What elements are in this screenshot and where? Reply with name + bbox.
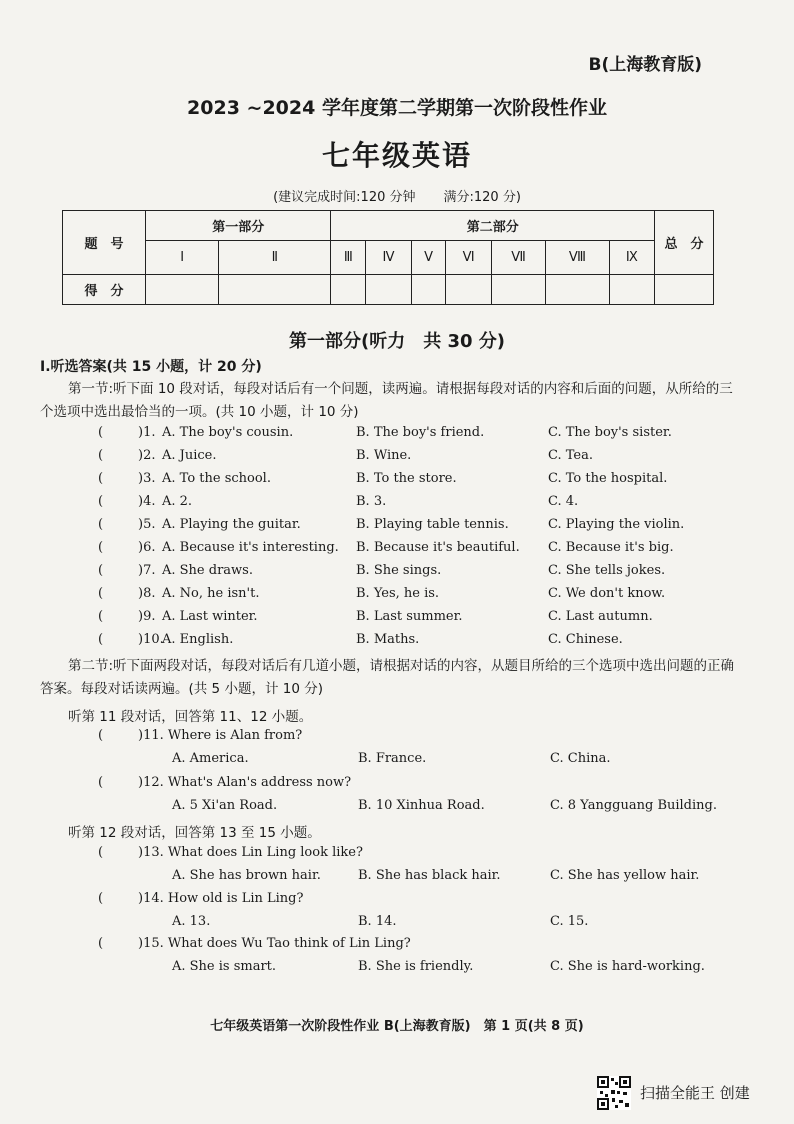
option-a: A. She draws. (162, 563, 253, 578)
option-c: C. Because it's big. (548, 540, 674, 555)
question-item (98, 586, 718, 608)
answer-paren[interactable]: ( (98, 586, 104, 601)
score-cell[interactable] (411, 275, 446, 305)
option-c: C. China. (550, 751, 611, 766)
answer-paren[interactable]: ( (98, 609, 104, 624)
numeral-3: Ⅲ (331, 241, 366, 275)
question-stem: )12. What's Alan's address now? (138, 775, 352, 790)
numeral-5: Ⅴ (411, 241, 446, 275)
option-a: A. Juice. (162, 448, 217, 463)
answer-paren[interactable]: ( (98, 425, 104, 440)
score-cell[interactable] (609, 275, 654, 305)
question-number: )3. (138, 471, 156, 486)
part1-title: 第一部分(听力 共 30 分) (288, 331, 506, 352)
total-score-cell[interactable] (655, 275, 714, 305)
question-item (98, 609, 718, 631)
option-c: C. She is hard-working. (550, 959, 705, 974)
option-a: A. Because it's interesting. (162, 540, 339, 555)
answer-paren[interactable]: ( (98, 494, 104, 509)
numeral-8: Ⅷ (546, 241, 609, 275)
score-cell[interactable] (366, 275, 411, 305)
option-b: B. She is friendly. (358, 959, 474, 974)
answer-paren[interactable]: ( (98, 448, 104, 463)
answer-paren[interactable]: ( (98, 517, 104, 532)
score-cell[interactable] (546, 275, 609, 305)
numeral-4: Ⅳ (366, 241, 411, 275)
exam-title: 2023 ~2024 学年度第二学期第一次阶段性作业 (187, 97, 607, 119)
option-a: A. English. (162, 632, 234, 647)
option-a: A. She is smart. (172, 959, 277, 974)
section1-instruction: 第一节:听下面 10 段对话，每段对话后有一个问题，读两遍。请根据每段对话的内容和后面的问题，从所给的三个选项中选出最恰当的一项。(共 10 小题，计 10 分) (40, 381, 733, 420)
question-stem: )13. What does Lin Ling look like? (138, 845, 363, 860)
option-b: B. Maths. (356, 632, 420, 647)
answer-paren[interactable]: ( (98, 936, 104, 951)
subject-title: 七年级英语 (321, 139, 472, 172)
listen-dialogue-11: 听第 11 段对话，回答第 11、12 小题。 (68, 709, 313, 725)
score-cell[interactable] (146, 275, 219, 305)
question-stem: )14. How old is Lin Ling? (138, 891, 304, 906)
scanner-watermark: 扫描全能王 创建 (640, 1084, 750, 1102)
part1-header: 第一部分 (146, 211, 331, 241)
score-cell[interactable] (491, 275, 545, 305)
option-c: C. Playing the violin. (548, 517, 685, 532)
question-item (98, 517, 718, 539)
question-item (98, 494, 718, 516)
answer-paren[interactable]: ( (98, 775, 104, 790)
score-cell[interactable] (331, 275, 366, 305)
answer-paren[interactable]: ( (98, 471, 104, 486)
option-b: B. 10 Xinhua Road. (358, 798, 485, 813)
time-limit: (建议完成时间:120 分钟 (273, 190, 416, 205)
total-header: 总 分 (655, 211, 714, 275)
question-item (98, 448, 718, 470)
option-a: A. Last winter. (162, 609, 258, 624)
edition-label: B(上海教育版) (588, 55, 702, 75)
option-b: B. She has black hair. (358, 868, 501, 883)
option-c: C. We don't know. (548, 586, 666, 601)
qr-code-icon (597, 1076, 631, 1110)
option-b: B. Last summer. (356, 609, 463, 624)
question-number: )7. (138, 563, 156, 578)
option-b: B. France. (358, 751, 427, 766)
option-a: A. She has brown hair. (172, 868, 321, 883)
numeral-2: Ⅱ (219, 241, 331, 275)
numeral-1: Ⅰ (146, 241, 219, 275)
part2-header: 第二部分 (331, 211, 655, 241)
option-c: C. The boy's sister. (548, 425, 672, 440)
option-b: B. Playing table tennis. (356, 517, 509, 532)
option-c: C. She has yellow hair. (550, 868, 700, 883)
option-c: C. Tea. (548, 448, 593, 463)
listen-dialogue-12: 听第 12 段对话，回答第 13 至 15 小题。 (68, 825, 321, 841)
question-number: )2. (138, 448, 156, 463)
question-item (98, 632, 718, 654)
answer-paren[interactable]: ( (98, 891, 104, 906)
question-number: )5. (138, 517, 156, 532)
option-a: A. America. (172, 751, 249, 766)
question-item (98, 471, 718, 493)
question-item (98, 540, 718, 562)
question-no-header: 题 号 (63, 211, 146, 275)
option-b: B. 14. (358, 914, 397, 929)
option-b: B. 3. (356, 494, 387, 509)
question-number: )6. (138, 540, 156, 555)
answer-paren[interactable]: ( (98, 845, 104, 860)
option-b: B. Yes, he is. (356, 586, 440, 601)
score-row-label: 得 分 (63, 275, 146, 305)
score-table (62, 210, 714, 305)
option-b: B. Wine. (356, 448, 412, 463)
numeral-7: Ⅶ (491, 241, 545, 275)
question-number: )1. (138, 425, 156, 440)
score-cell[interactable] (446, 275, 491, 305)
option-a: A. The boy's cousin. (162, 425, 294, 440)
answer-paren[interactable]: ( (98, 632, 104, 647)
numeral-6: Ⅵ (446, 241, 491, 275)
option-a: A. No, he isn't. (162, 586, 260, 601)
option-c: C. 4. (548, 494, 579, 509)
option-a: A. 13. (172, 914, 211, 929)
question-item (98, 563, 718, 585)
question-item (98, 425, 718, 447)
full-score: 满分:120 分) (443, 190, 521, 205)
option-c: C. Chinese. (548, 632, 623, 647)
option-c: C. 8 Yangguang Building. (550, 798, 717, 813)
option-a: A. 2. (162, 494, 193, 509)
option-b: B. The boy's friend. (356, 425, 485, 440)
page-footer: 七年级英语第一次阶段性作业 B(上海教育版) 第 1 页(共 8 页) (210, 1019, 584, 1034)
answer-paren[interactable]: ( (98, 728, 104, 743)
numeral-9: Ⅸ (609, 241, 654, 275)
section1-title: Ⅰ.听选答案(共 15 小题，计 20 分) (40, 359, 262, 375)
option-a: A. To the school. (162, 471, 271, 486)
option-a: A. 5 Xi'an Road. (172, 798, 278, 813)
question-number: )4. (138, 494, 156, 509)
section2-instruction: 第二节:听下面两段对话，每段对话后有几道小题，请根据对话的内容，从题目所给的三个选项中选出问题的正确答案。每段对话读两遍。(共 5 小题，计 10 分) (40, 658, 735, 697)
question-stem: )15. What does Wu Tao think of Lin Ling? (138, 936, 411, 951)
answer-paren[interactable]: ( (98, 563, 104, 578)
time-note (0, 186, 794, 205)
option-a: A. Playing the guitar. (162, 517, 301, 532)
option-c: C. To the hospital. (548, 471, 668, 486)
option-c: C. She tells jokes. (548, 563, 666, 578)
option-b: B. She sings. (356, 563, 442, 578)
answer-paren[interactable]: ( (98, 540, 104, 555)
option-b: B. Because it's beautiful. (356, 540, 520, 555)
option-c: C. 15. (550, 914, 589, 929)
question-number: )10. (138, 632, 164, 647)
question-stem: )11. Where is Alan from? (138, 728, 303, 743)
option-c: C. Last autumn. (548, 609, 653, 624)
question-number: )8. (138, 586, 156, 601)
question-number: )9. (138, 609, 156, 624)
option-b: B. To the store. (356, 471, 457, 486)
score-cell[interactable] (219, 275, 331, 305)
